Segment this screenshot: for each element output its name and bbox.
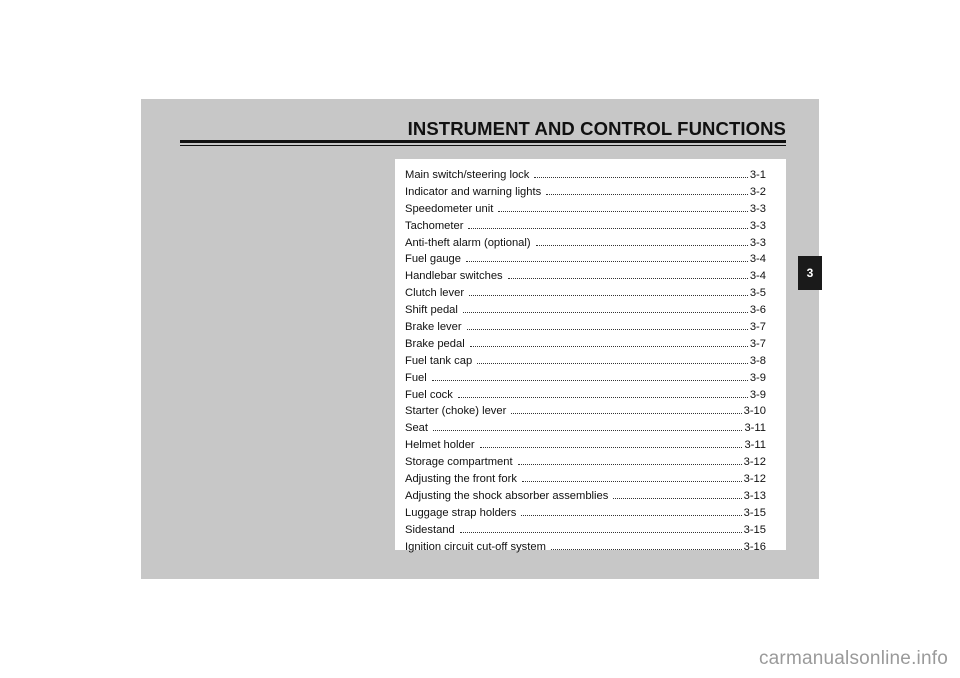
- toc-entry-title: Indicator and warning lights: [405, 185, 542, 198]
- toc-leader-dots: [546, 194, 748, 195]
- toc-entry-title: Clutch lever: [405, 287, 465, 300]
- toc-leader-dots: [498, 211, 748, 212]
- toc-leader-dots: [467, 329, 748, 330]
- title-rule-thick: [180, 140, 786, 143]
- toc-entry-title: Fuel cock: [405, 388, 453, 401]
- toc-entry[interactable]: [405, 403, 766, 420]
- table-of-contents: [405, 167, 766, 555]
- toc-leader-dots: [480, 447, 743, 448]
- toc-entry-page: 3-9: [749, 371, 766, 384]
- toc-entry[interactable]: [405, 235, 766, 252]
- toc-leader-dots: [534, 177, 747, 178]
- toc-entry[interactable]: [405, 488, 766, 505]
- toc-leader-dots: [522, 481, 742, 482]
- toc-entry-page: 3-16: [743, 540, 766, 553]
- toc-leader-dots: [469, 295, 748, 296]
- toc-entry-title: Fuel gauge: [405, 253, 461, 266]
- toc-leader-dots: [521, 515, 741, 516]
- toc-leader-dots: [466, 261, 748, 262]
- toc-entry-page: 3-9: [749, 388, 766, 401]
- toc-entry[interactable]: [405, 387, 766, 404]
- toc-entry-page: 3-5: [749, 287, 766, 300]
- toc-leader-dots: [536, 245, 748, 246]
- toc-entry-page: 3-3: [749, 236, 766, 249]
- toc-entry-page: 3-15: [743, 506, 766, 519]
- toc-entry[interactable]: [405, 302, 766, 319]
- toc-entry[interactable]: [405, 285, 766, 302]
- toc-entry-title: Luggage strap holders: [405, 506, 517, 519]
- toc-entry[interactable]: [405, 539, 766, 556]
- toc-entry-title: Brake lever: [405, 321, 462, 334]
- chapter-title: INSTRUMENT AND CONTROL FUNCTIONS: [407, 118, 786, 139]
- toc-entry-title: Brake pedal: [405, 337, 465, 350]
- toc-entry[interactable]: [405, 268, 766, 285]
- toc-entry-page: 3-7: [749, 337, 766, 350]
- toc-leader-dots: [460, 532, 742, 533]
- toc-entry-page: 3-11: [744, 439, 766, 452]
- toc-entry-page: 3-4: [749, 270, 766, 283]
- toc-leader-dots: [551, 549, 742, 550]
- toc-entry-title: Starter (choke) lever: [405, 405, 507, 418]
- toc-entry-title: Storage compartment: [405, 456, 513, 469]
- toc-entry-page: 3-1: [749, 169, 766, 181]
- toc-entry[interactable]: [405, 420, 766, 437]
- toc-entry-title: Speedometer unit: [405, 202, 494, 215]
- toc-entry[interactable]: [405, 353, 766, 370]
- toc-entry-page: 3-8: [749, 354, 766, 367]
- toc-entry-title: Sidestand: [405, 523, 455, 536]
- toc-entry-title: Tachometer: [405, 219, 464, 232]
- watermark: carmanualsonline.info: [758, 648, 948, 669]
- toc-entry-title: Shift pedal: [405, 304, 458, 317]
- toc-entry[interactable]: [405, 251, 766, 268]
- toc-entry-page: 3-12: [743, 456, 766, 469]
- toc-entry[interactable]: [405, 522, 766, 539]
- toc-entry[interactable]: [405, 505, 766, 522]
- toc-entry-page: 3-12: [743, 473, 766, 486]
- toc-entry-title: Adjusting the front fork: [405, 473, 517, 486]
- toc-leader-dots: [458, 397, 748, 398]
- toc-entry-page: 3-6: [749, 304, 766, 317]
- toc-entry[interactable]: [405, 471, 766, 488]
- toc-entry[interactable]: [405, 201, 766, 218]
- toc-entry-page: 3-13: [743, 489, 766, 502]
- toc-leader-dots: [433, 430, 742, 431]
- toc-leader-dots: [463, 312, 748, 313]
- toc-entry-page: 3-4: [749, 253, 766, 266]
- toc-entry-title: Helmet holder: [405, 439, 475, 452]
- toc-entry-page: 3-7: [749, 321, 766, 334]
- toc-entry[interactable]: [405, 218, 766, 235]
- toc-entry-title: Handlebar switches: [405, 270, 503, 283]
- toc-entry-page: 3-2: [749, 185, 766, 198]
- toc-entry-title: Fuel: [405, 371, 427, 384]
- toc-leader-dots: [518, 464, 742, 465]
- title-rule-thin: [180, 145, 786, 146]
- toc-entry[interactable]: [405, 184, 766, 201]
- toc-entry[interactable]: [405, 167, 766, 184]
- toc-entry-title: Adjusting the shock absorber assemblies: [405, 489, 609, 502]
- toc-entry[interactable]: [405, 370, 766, 387]
- toc-entry-page: 3-3: [749, 202, 766, 215]
- toc-entry-title: Seat: [405, 422, 429, 435]
- toc-leader-dots: [511, 413, 741, 414]
- toc-leader-dots: [470, 346, 748, 347]
- toc-leader-dots: [613, 498, 741, 499]
- toc-entry[interactable]: [405, 336, 766, 353]
- toc-entry[interactable]: [405, 454, 766, 471]
- toc-entry-page: 3-11: [744, 422, 766, 435]
- toc-entry[interactable]: [405, 437, 766, 454]
- toc-entry-page: 3-15: [743, 523, 766, 536]
- toc-entry-title: Ignition circuit cut-off system: [405, 540, 546, 553]
- toc-leader-dots: [432, 380, 748, 381]
- toc-entry-page: 3-10: [743, 405, 766, 418]
- toc-leader-dots: [477, 363, 748, 364]
- toc-entry-title: Anti-theft alarm (optional): [405, 236, 531, 249]
- toc-entry-title: Fuel tank cap: [405, 354, 473, 367]
- toc-entry-title: Main switch/steering lock: [405, 169, 530, 181]
- toc-entry[interactable]: [405, 319, 766, 336]
- toc-leader-dots: [468, 228, 747, 229]
- toc-leader-dots: [508, 278, 748, 279]
- chapter-tab[interactable]: 3: [798, 256, 822, 290]
- toc-entry-page: 3-3: [749, 219, 766, 232]
